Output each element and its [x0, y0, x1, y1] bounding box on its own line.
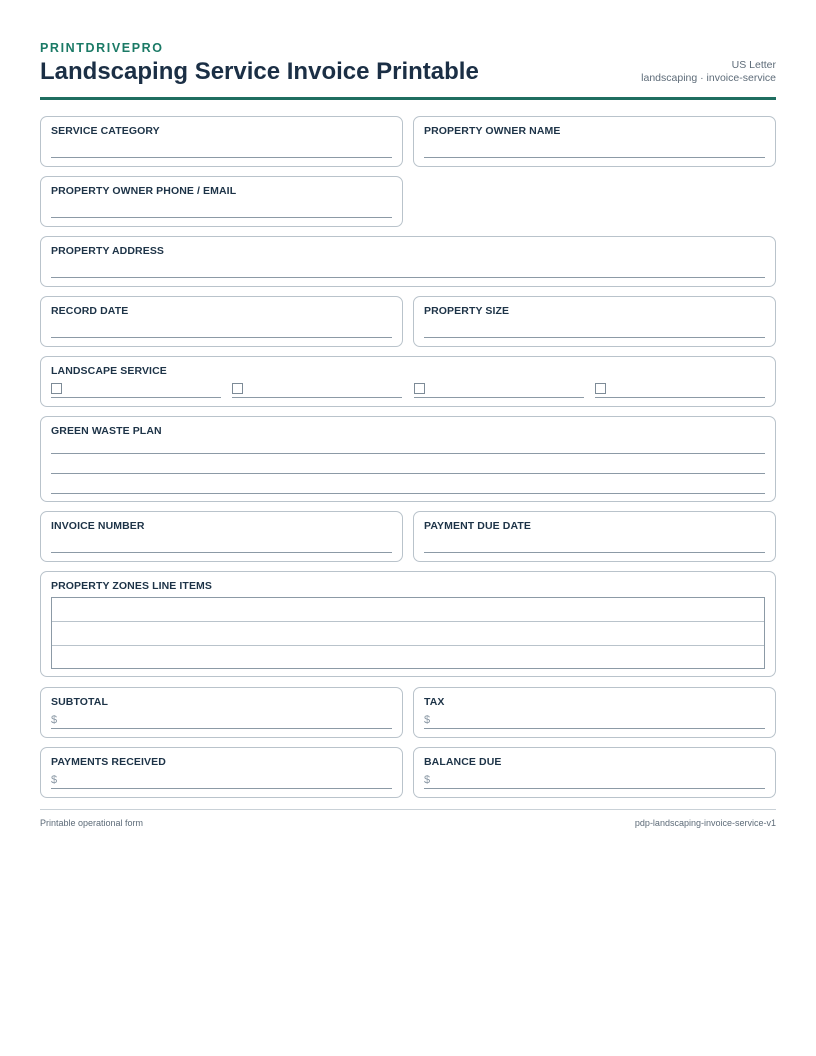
service-category-input-line[interactable]: [51, 157, 392, 158]
payment-due-date-input-line[interactable]: [424, 552, 765, 553]
subtotal-input-line[interactable]: [51, 728, 392, 729]
property-owner-contact-box: [40, 176, 403, 227]
line-items-table: [51, 597, 765, 669]
green-waste-plan-input-line[interactable]: [51, 473, 765, 474]
property-owner-contact-input-line[interactable]: [51, 217, 392, 218]
footer-rule: [40, 809, 776, 810]
line-items-label: PROPERTY ZONES LINE ITEMS: [51, 580, 212, 592]
property-size-input-line[interactable]: [424, 337, 765, 338]
invoice-number-input-line[interactable]: [51, 552, 392, 553]
landscape-service-option: [232, 382, 402, 398]
footer-note: Printable operational form: [40, 818, 144, 828]
green-waste-plan-box: [40, 416, 776, 502]
payments-received-currency-symbol: $: [51, 774, 58, 786]
green-waste-plan-input-line[interactable]: [51, 493, 765, 494]
landscape-service-option: [414, 382, 584, 398]
table-row-divider: [52, 621, 764, 622]
balance-due-input-line[interactable]: [424, 788, 765, 789]
green-waste-plan-input-line[interactable]: [51, 453, 765, 454]
service-category-box: [40, 116, 403, 167]
tax-label: TAX: [424, 696, 445, 708]
payments-received-input-line[interactable]: [51, 788, 392, 789]
tax-currency-symbol: $: [424, 714, 431, 726]
property-owner-name-box: [413, 116, 776, 167]
landscape-service-checkbox[interactable]: [51, 383, 62, 394]
landscape-service-option-line[interactable]: [595, 397, 765, 398]
invoice-number-box: [40, 511, 403, 562]
paper-size-label: US Letter: [731, 59, 776, 71]
balance-due-box: [413, 747, 776, 798]
landscape-service-option-line[interactable]: [51, 397, 221, 398]
balance-due-currency-symbol: $: [424, 774, 431, 786]
invoice-number-label: INVOICE NUMBER: [51, 520, 145, 532]
balance-due-label: BALANCE DUE: [424, 756, 502, 768]
landscape-service-checkbox[interactable]: [414, 383, 425, 394]
line-items-box: [40, 571, 776, 677]
record-date-box: [40, 296, 403, 347]
tax-box: [413, 687, 776, 738]
property-address-label: PROPERTY ADDRESS: [51, 245, 165, 257]
property-owner-name-input-line[interactable]: [424, 157, 765, 158]
payments-received-label: PAYMENTS RECEIVED: [51, 756, 166, 768]
property-size-label: PROPERTY SIZE: [424, 305, 510, 317]
landscape-service-box: [40, 356, 776, 407]
payments-received-box: [40, 747, 403, 798]
subtotal-currency-symbol: $: [51, 714, 58, 726]
subtotal-box: [40, 687, 403, 738]
property-size-box: [413, 296, 776, 347]
payment-due-date-label: PAYMENT DUE DATE: [424, 520, 531, 532]
green-waste-plan-label: GREEN WASTE PLAN: [51, 425, 162, 437]
landscape-service-option: [51, 382, 221, 398]
landscape-service-option-line[interactable]: [414, 397, 584, 398]
landscape-service-checkbox[interactable]: [595, 383, 606, 394]
service-category-label: SERVICE CATEGORY: [51, 125, 160, 137]
property-owner-contact-label: PROPERTY OWNER PHONE / EMAIL: [51, 185, 237, 197]
footer-form-id: pdp-landscaping-invoice-service-v1: [634, 818, 776, 828]
record-date-label: RECORD DATE: [51, 305, 129, 317]
tags-label: landscaping · invoice-service: [641, 72, 776, 84]
landscape-service-option-line[interactable]: [232, 397, 402, 398]
record-date-input-line[interactable]: [51, 337, 392, 338]
landscape-service-checkbox[interactable]: [232, 383, 243, 394]
table-row-divider: [52, 645, 764, 646]
property-address-box: [40, 236, 776, 287]
header-rule: [40, 97, 776, 100]
tax-input-line[interactable]: [424, 728, 765, 729]
property-address-input-line[interactable]: [51, 277, 765, 278]
page-title: Landscaping Service Invoice Printable: [40, 58, 479, 85]
landscape-service-label: LANDSCAPE SERVICE: [51, 365, 167, 377]
payment-due-date-box: [413, 511, 776, 562]
landscape-service-option: [595, 382, 765, 398]
property-owner-name-label: PROPERTY OWNER NAME: [424, 125, 561, 137]
document-meta: [641, 59, 776, 85]
brand-name: PRINTDRIVEPRO: [40, 41, 164, 55]
subtotal-label: SUBTOTAL: [51, 696, 108, 708]
